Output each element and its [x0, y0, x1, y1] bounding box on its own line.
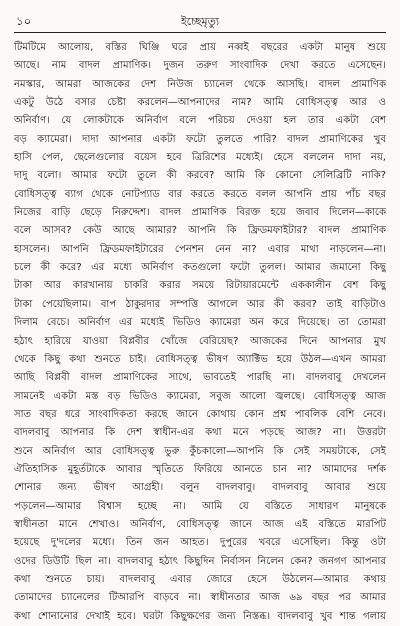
body-line: বোধিসত্ত্ব ব্যাগ থেকে নোটপ্যাড বার করতে করতে বলল আপনি প্রায় পাঁচ বছর — [14, 188, 386, 200]
body-line: আছি বিপ্লবী বাদল প্রামাণিকের সাথে, ভাবতেই পারছি না। বাদলবাবু দেখলেন — [14, 372, 386, 384]
body-line: টিমটিমে আলোয়, বস্তির ঘিঞ্জি ঘরে প্রায় নব্বই বছরের একটা মানুষ শুয়ে — [14, 42, 386, 53]
body-line: বলে আসব? কেউ আছে আমার? আপনি কি ফ্রিডমফাইটার? বাদল প্রামাণিক — [14, 225, 386, 237]
body-line: হঠাৎ হারিয়ে যাওয়া বিপ্লবীর খোঁজে বেরিয়েছ? আজকের দিনে আপনার মুখ — [14, 335, 386, 347]
body-line: ওদের ডিউটি ছিল না। বাদলবাবু হঠাৎ কিছুদিন নির্বাসন নিলেন কেন? জনগণ আপনার — [14, 555, 386, 567]
body-line: হাসি পেল, ছেলেগুলোর বয়েস হবে ত্রিরিশের মধ্যেই। হেসে বললেন দাদা নয়, — [14, 152, 386, 164]
body-line: থেকে কিছু কথা শুনতে চাই। বোধিসত্ত্ব ভীষণ অ্যাক্টিভ হয়ে উঠল—এখন আমরা — [14, 353, 386, 365]
body-line: পড়লেন—আমার বিশ্বাস হচ্ছে না। আমি যে বস্তিতে সাধারণ মানুষকে — [14, 500, 386, 512]
body-line: অনির্বাণ। যে লোকটাকে অনির্বাণ বলে পরিচয় দেওয়া হল তার একটা বেশ — [14, 115, 386, 127]
body-line: টাকা আর কারখানায় চাকরি করার সময়ে রিটায়ারমেন্টে এককালীন বেশ কিছু — [14, 280, 386, 292]
body-line: দিলাম বেচে। অনির্বাণ এর মধ্যেই ভিডিও ক্যামেরা অন করে দিয়েছে। তা তোমরা — [14, 317, 386, 329]
body-line: নিজের বাড়ি ছেড়ে নিরুদ্দেশ। বাদল প্রামাণিক বিরক্ত হয়ে জবাব দিলেন—কাকে — [14, 207, 386, 219]
running-title: ইচ্ছেমৃত্যু — [180, 15, 220, 28]
body-line: হয়েছে দু'দলের মধ্যে। তিন জন আহত। দুপুরের খবরে এসেছিল। কিন্তু ওটা — [14, 537, 386, 549]
body-line: স্বাধীনতা মানে শেখাও। অনির্বাণ, বোধিসত্ত্ব জানে আজ এই বস্তিতে মারপিট — [14, 518, 386, 530]
body-line: নমস্কার, আমরা আজকের দেশ নিউজ চ্যানেল থেকে আসছি। বাদল প্রামাণিক — [14, 78, 386, 90]
body-line: কথা শোনানোর দেখাই হবে। ঘরটা কিছুক্ষণের জন্য নিস্তব্ধ। বাদলবাবু খুব শান্ত গলায় — [14, 610, 386, 622]
body-line: ঐতিহাসিক মুহূর্তটাকে আবার স্মৃতিতে ফিরিয়ে আনতে চান না? আমাদের দর্শক — [14, 463, 386, 475]
body-line: বড় ক্যামেরা। দাদা আপনার একটা ফটো তুলতে পারি? বাদল প্রামাণিকের খুব — [14, 133, 386, 145]
page-header — [14, 10, 386, 33]
body-line: কথা শুনতে চায়। বাদলবাবু এবার জোরে হেসে উঠলেন—আমার কথায় — [14, 573, 386, 585]
body-line: তোমাদের চ্যানেলের টিআরপি বাড়বে না। স্বাধীনতার আজ ৬৯ বছর পর আমার — [14, 592, 386, 604]
body-line: একটু উঠে বসার চেষ্টা করলেন—আপনাদের নাম? আমি বোধিসত্ত্ব আর ও — [14, 97, 386, 109]
body-line: সামনেই একটা মস্ত বড় ভিডিও ক্যামেরা, সবুজ আলো জ্বলছে। বোধিসত্ত্ব আজ — [14, 390, 386, 402]
page-number: ১০ — [16, 14, 32, 28]
body-line: বাদলবাবু আপনার কি দেশ স্বাধীন-এর কথা মনে পড়ছে আজ? না। উত্তরটা — [14, 427, 386, 439]
body-line: হাসলেন। আপনি ফ্রিডমফাইটারের পেনশন নেন না? এবার মাথা নাড়লেন—না। — [14, 243, 386, 255]
body-line: সাত বছর ধরে সাংবাদিকতা করছে জানে কোথায় কোন প্রশ্ন পাবলিক বেশি নেবে। — [14, 408, 386, 420]
body-line: আছে। নাম বাদল প্রামাণিক। দুজন তরুণ সাংবাদিক দেখা করতে এসেছেন। — [14, 60, 386, 72]
body-line: টাকা পেয়েছিলাম। বাপ ঠাকুরদার সম্পত্তি আগলে আর কী করব? তাই বাড়িটাও — [14, 298, 386, 310]
body-line: শোনার জন্য ভীষণ আগ্রহী। বলুন বাদলবাবু। বাদলবাবু আবার শুয়ে — [14, 482, 386, 494]
body-text — [14, 39, 386, 626]
body-line: শুনে অনির্বাণ আর বোধিসত্ত্ব ভুরু কুঁচকালো—আপনি কি সেই সময়টাকে, সেই — [14, 445, 386, 457]
body-line: দাদু বলো। আমার ফটো তুলে কী করবে? আমি কি কোনো সেলিব্রিটি নাকি? — [14, 170, 386, 182]
body-line: চলে কী করে? এর মধ্যে অনির্বাণ কতগুলো ফটো তুলল। আমার জমানো কিছু — [14, 262, 386, 274]
